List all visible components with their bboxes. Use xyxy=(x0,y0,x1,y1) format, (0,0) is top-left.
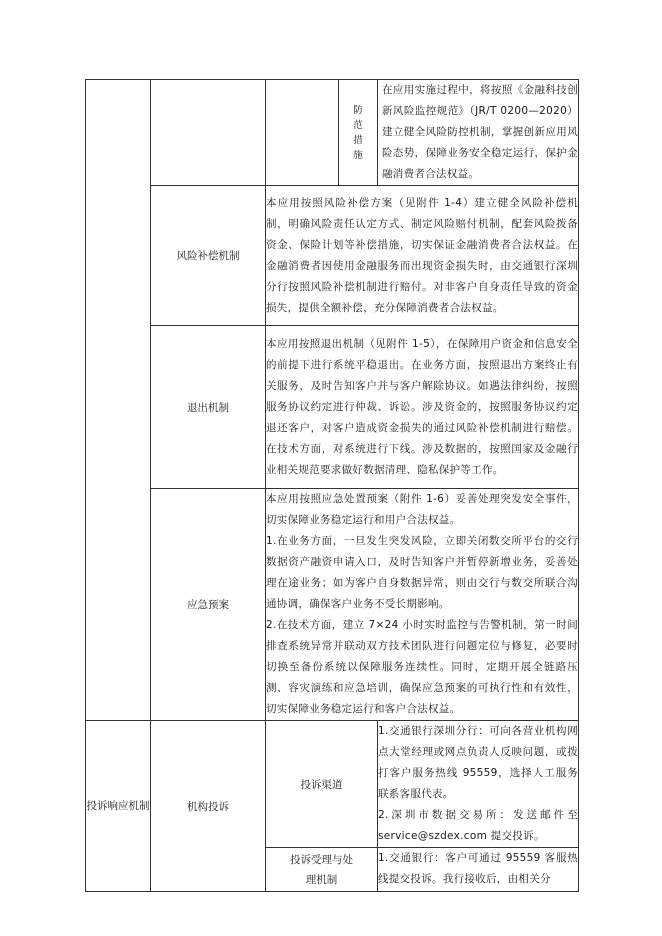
complaint-channel-label: 投诉渠道 xyxy=(266,721,378,848)
complaint-handling-label: 投诉受理与处理机制 xyxy=(266,848,378,892)
table-row xyxy=(86,326,579,489)
emergency-text xyxy=(266,489,579,721)
table-row xyxy=(86,186,579,326)
compensation-label: 风险补偿机制 xyxy=(151,186,266,326)
table-row xyxy=(86,489,579,721)
emergency-intro: 本应用按照应急处置预案（附件 1-6）妥善处理突发安全事件，切实保障业务稳定运行和用户合法权益。 xyxy=(266,493,578,526)
complaint-channel-item: 1.交通银行深圳分行：可向各营业机构网点大堂经理或网点负责人反映问题，或拨打客户服务热线 95559，选择人工服务联系客服代表。 xyxy=(378,725,578,800)
document-table xyxy=(85,79,579,892)
exit-label: 退出机制 xyxy=(151,326,266,489)
category-cell-blank xyxy=(86,80,151,721)
table-row xyxy=(86,721,579,848)
subcategory-cell-blank xyxy=(151,80,266,186)
label-char: 措 xyxy=(353,134,363,146)
complaint-handling-text: 1.交通银行：客户可通过 95559 客服热线提交投诉。我行接收后，由相关分 xyxy=(378,848,579,892)
exit-text: 本应用按照退出机制（见附件 1-5），在保障用户资金和信息安全的前提下进行系统平稳退出。在业务方面，按照退出方案终止有关服务，及时告知客户并与客户解除协议。如遇法律纠纷，按照服务协议约定进行仲裁、诉讼。涉及资金的，按照服务协议约定退还客户，对客户造成资金损失的通过风险补偿机制进行赔偿。在技术方面，对系统进行下线。涉及数据的，按照国家及金融行业相关规范要求做好数据清理、隐私保护等工作。 xyxy=(266,326,579,489)
table-row xyxy=(86,80,579,186)
label-char: 防 xyxy=(353,104,363,116)
complaint-sub-label: 机构投诉 xyxy=(151,721,266,892)
label-char: 范 xyxy=(353,119,363,131)
complaint-label: 投诉响应机制 xyxy=(86,721,151,892)
emergency-item: 2.在技术方面，建立 7×24 小时实时监控与告警机制，第一时间排查系统异常并联动双方技术团队进行问题定位与修复，必要时切换至备份系统以保障服务连续性。同时，定期开展全链路压测、容灾演练和应急培训，确保应急预案的可执行性和有效性，切实保障业务稳定运行和客户合法权益。 xyxy=(266,619,578,715)
complaint-channel-text xyxy=(378,721,579,848)
complaint-channel-item: 2.深圳市数据交易所：发送邮件至 service@szdex.com 提交投诉。 xyxy=(378,809,578,842)
emergency-label: 应急预案 xyxy=(151,489,266,721)
compensation-text: 本应用按照风险补偿方案（见附件 1-4）建立健全风险补偿机制，明确风险责任认定方式、制定风险赔付机制，配套风险拨备资金、保险计划等补偿措施，切实保证金融消费者合法权益。在金融消费者因使用金融服务而出现资金损失时，由交通银行深圳分行按照风险补偿机制进行赔付。对非客户自身责任导致的资金损失，提供全额补偿，充分保障消费者合法权益。 xyxy=(266,186,579,326)
risk-control-text: 在应用实施过程中，将按照《金融科技创新风险监控规范》（JR/T 0200—2020）建立健全风险防控机制，掌握创新应用风险态势，保障业务安全稳定运行，保护金融消费者合法权益。 xyxy=(378,80,579,186)
label-char: 施 xyxy=(353,149,363,161)
emergency-item: 1.在业务方面，一旦发生突发风险，立即关闭数交所平台的交行数据资产融资申请入口，及时告知客户并暂停新增业务，妥善处理在途业务；如为客户自身数据异常，则由交行与数交所联合沟通协调，确保客户业务不受长期影响。 xyxy=(266,535,578,610)
risk-control-label-cell xyxy=(339,80,378,186)
blank-cell xyxy=(266,80,339,186)
